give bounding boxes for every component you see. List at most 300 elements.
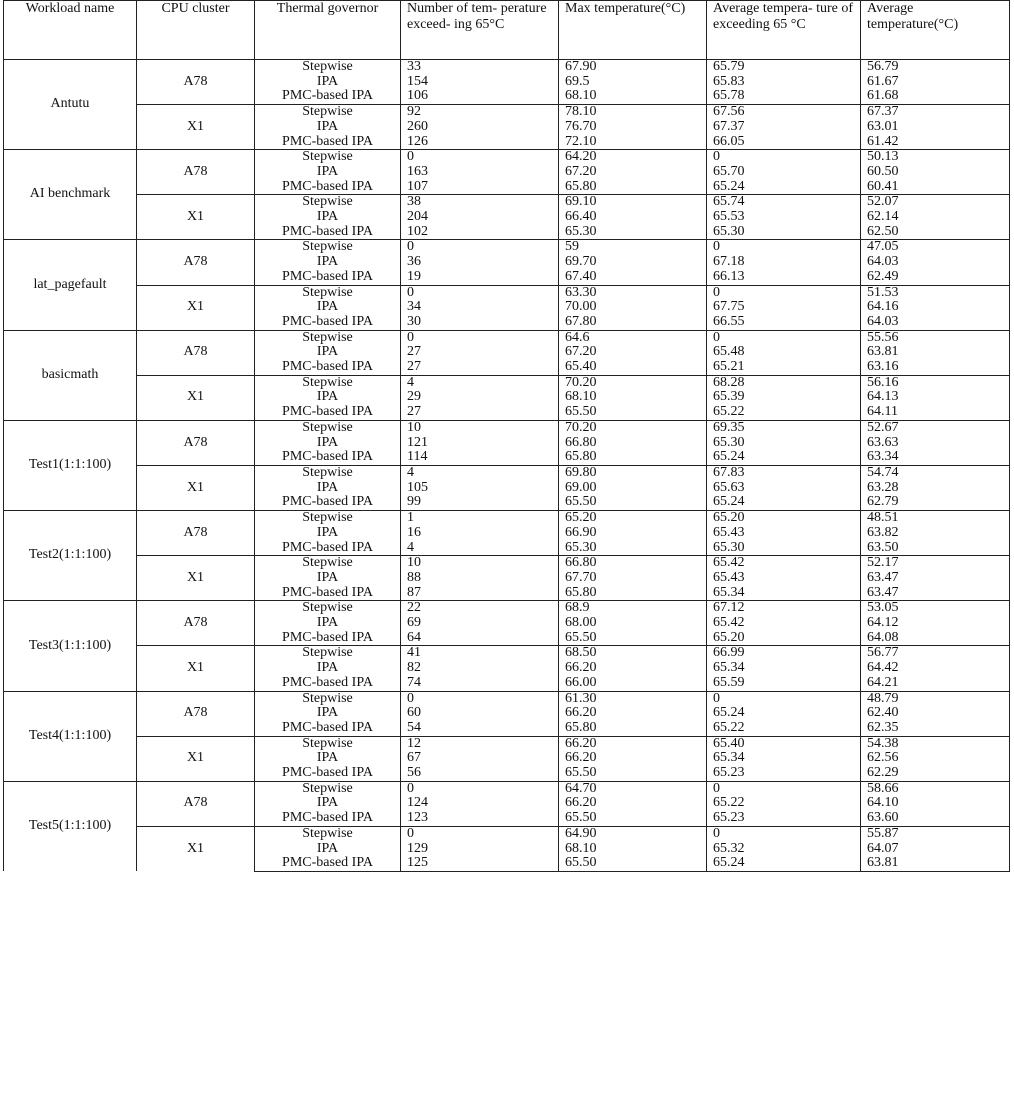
governor-cell: Stepwise: [255, 691, 401, 706]
governor-cell: Stepwise: [255, 556, 401, 571]
avg-temp-cell: 63.34: [861, 450, 1010, 465]
max-temp-cell: 66.20: [559, 796, 707, 811]
table-row: [4, 465, 1010, 480]
max-temp-cell: 63.30: [559, 285, 707, 300]
avg-temp-cell: 62.50: [861, 225, 1010, 240]
avg-exceeding-cell: 65.42: [707, 616, 861, 631]
table-row: [4, 691, 1010, 706]
num-exceeding-cell: 154: [401, 75, 559, 90]
governor-cell: IPA: [255, 210, 401, 225]
num-exceeding-cell: 0: [401, 781, 559, 796]
avg-exceeding-cell: 65.70: [707, 165, 861, 180]
max-temp-cell: 68.10: [559, 89, 707, 104]
governor-cell: IPA: [255, 120, 401, 135]
max-temp-cell: 66.20: [559, 736, 707, 751]
governor-cell: IPA: [255, 345, 401, 360]
governor-cell: PMC-based IPA: [255, 856, 401, 871]
governor-cell: IPA: [255, 706, 401, 721]
avg-temp-cell: 55.56: [861, 330, 1010, 345]
avg-temp-cell: 54.74: [861, 465, 1010, 480]
governor-cell: IPA: [255, 616, 401, 631]
avg-temp-cell: 52.67: [861, 420, 1010, 435]
max-temp-cell: 65.50: [559, 631, 707, 646]
table-row: [4, 826, 1010, 841]
cpu-cluster-cell: X1: [137, 736, 255, 781]
avg-temp-cell: 62.56: [861, 751, 1010, 766]
avg-temp-cell: 48.79: [861, 691, 1010, 706]
max-temp-cell: 69.10: [559, 195, 707, 210]
num-exceeding-cell: 260: [401, 120, 559, 135]
avg-exceeding-cell: 65.48: [707, 345, 861, 360]
header-num-exceeding: Number of tem- perature exceed- ing 65°C: [401, 1, 559, 60]
avg-temp-cell: 64.03: [861, 255, 1010, 270]
workload-name-cell: Test4(1:1:100): [4, 691, 137, 781]
governor-cell: IPA: [255, 661, 401, 676]
max-temp-cell: 66.80: [559, 556, 707, 571]
avg-temp-cell: 62.29: [861, 766, 1010, 781]
avg-temp-cell: 58.66: [861, 781, 1010, 796]
num-exceeding-cell: 204: [401, 210, 559, 225]
avg-temp-cell: 47.05: [861, 240, 1010, 255]
max-temp-cell: 59: [559, 240, 707, 255]
avg-exceeding-cell: 0: [707, 240, 861, 255]
governor-cell: IPA: [255, 390, 401, 405]
avg-exceeding-cell: 0: [707, 150, 861, 165]
table-row: [4, 240, 1010, 255]
num-exceeding-cell: 74: [401, 676, 559, 691]
max-temp-cell: 66.80: [559, 436, 707, 451]
governor-cell: IPA: [255, 300, 401, 315]
avg-temp-cell: 64.08: [861, 631, 1010, 646]
max-temp-cell: 67.20: [559, 165, 707, 180]
num-exceeding-cell: 60: [401, 706, 559, 721]
avg-temp-cell: 63.82: [861, 526, 1010, 541]
max-temp-cell: 64.70: [559, 781, 707, 796]
num-exceeding-cell: 82: [401, 661, 559, 676]
governor-cell: PMC-based IPA: [255, 676, 401, 691]
avg-exceeding-cell: 65.20: [707, 511, 861, 526]
avg-temp-cell: 61.68: [861, 89, 1010, 104]
max-temp-cell: 65.30: [559, 225, 707, 240]
max-temp-cell: 69.80: [559, 465, 707, 480]
max-temp-cell: 66.20: [559, 661, 707, 676]
cpu-cluster-cell: A78: [137, 150, 255, 195]
num-exceeding-cell: 1: [401, 511, 559, 526]
governor-cell: Stepwise: [255, 375, 401, 390]
num-exceeding-cell: 125: [401, 856, 559, 871]
avg-exceeding-cell: 0: [707, 285, 861, 300]
avg-temp-cell: 63.47: [861, 571, 1010, 586]
num-exceeding-cell: 27: [401, 360, 559, 375]
num-exceeding-cell: 19: [401, 270, 559, 285]
governor-cell: Stepwise: [255, 150, 401, 165]
num-exceeding-cell: 29: [401, 390, 559, 405]
table-row: [4, 150, 1010, 165]
num-exceeding-cell: 88: [401, 571, 559, 586]
table-row: [4, 646, 1010, 661]
header-max-temp: Max temperature(°C): [559, 1, 707, 60]
cpu-cluster-cell: X1: [137, 556, 255, 601]
max-temp-cell: 76.70: [559, 120, 707, 135]
avg-exceeding-cell: 66.99: [707, 646, 861, 661]
avg-exceeding-cell: 67.37: [707, 120, 861, 135]
max-temp-cell: 72.10: [559, 135, 707, 150]
governor-cell: IPA: [255, 436, 401, 451]
cpu-cluster-cell: X1: [137, 826, 255, 871]
num-exceeding-cell: 124: [401, 796, 559, 811]
workload-name-cell: Test1(1:1:100): [4, 420, 137, 510]
table-row: [4, 781, 1010, 796]
table-row: [4, 105, 1010, 120]
num-exceeding-cell: 41: [401, 646, 559, 661]
results-table: [3, 0, 1010, 872]
avg-temp-cell: 60.50: [861, 165, 1010, 180]
max-temp-cell: 69.5: [559, 75, 707, 90]
governor-cell: PMC-based IPA: [255, 450, 401, 465]
governor-cell: Stepwise: [255, 105, 401, 120]
max-temp-cell: 61.30: [559, 691, 707, 706]
num-exceeding-cell: 106: [401, 89, 559, 104]
avg-temp-cell: 64.13: [861, 390, 1010, 405]
max-temp-cell: 67.80: [559, 315, 707, 330]
max-temp-cell: 65.40: [559, 360, 707, 375]
cpu-cluster-cell: X1: [137, 646, 255, 691]
num-exceeding-cell: 126: [401, 135, 559, 150]
num-exceeding-cell: 16: [401, 526, 559, 541]
governor-cell: Stepwise: [255, 240, 401, 255]
avg-exceeding-cell: 67.83: [707, 465, 861, 480]
governor-cell: PMC-based IPA: [255, 405, 401, 420]
avg-exceeding-cell: 67.12: [707, 601, 861, 616]
table-row: [4, 60, 1010, 75]
avg-temp-cell: 63.47: [861, 586, 1010, 601]
max-temp-cell: 70.20: [559, 375, 707, 390]
cpu-cluster-cell: A78: [137, 781, 255, 826]
avg-exceeding-cell: 65.30: [707, 225, 861, 240]
avg-exceeding-cell: 65.43: [707, 526, 861, 541]
max-temp-cell: 67.90: [559, 60, 707, 75]
avg-exceeding-cell: 67.18: [707, 255, 861, 270]
avg-exceeding-cell: 65.34: [707, 661, 861, 676]
num-exceeding-cell: 105: [401, 481, 559, 496]
num-exceeding-cell: 38: [401, 195, 559, 210]
cpu-cluster-cell: X1: [137, 465, 255, 510]
avg-temp-cell: 62.79: [861, 495, 1010, 510]
avg-exceeding-cell: 0: [707, 330, 861, 345]
governor-cell: PMC-based IPA: [255, 495, 401, 510]
max-temp-cell: 67.70: [559, 571, 707, 586]
num-exceeding-cell: 99: [401, 495, 559, 510]
num-exceeding-cell: 0: [401, 150, 559, 165]
avg-temp-cell: 63.01: [861, 120, 1010, 135]
governor-cell: Stepwise: [255, 511, 401, 526]
avg-temp-cell: 63.63: [861, 436, 1010, 451]
cpu-cluster-cell: X1: [137, 105, 255, 150]
header-thermal-governor: Thermal governor: [255, 1, 401, 60]
avg-temp-cell: 48.51: [861, 511, 1010, 526]
avg-exceeding-cell: 65.40: [707, 736, 861, 751]
governor-cell: PMC-based IPA: [255, 360, 401, 375]
governor-cell: Stepwise: [255, 465, 401, 480]
avg-exceeding-cell: 65.20: [707, 631, 861, 646]
table-row: [4, 736, 1010, 751]
cpu-cluster-cell: X1: [137, 375, 255, 420]
cpu-cluster-cell: A78: [137, 330, 255, 375]
avg-temp-cell: 52.17: [861, 556, 1010, 571]
num-exceeding-cell: 34: [401, 300, 559, 315]
max-temp-cell: 65.30: [559, 541, 707, 556]
max-temp-cell: 65.80: [559, 721, 707, 736]
governor-cell: PMC-based IPA: [255, 811, 401, 826]
max-temp-cell: 68.10: [559, 842, 707, 857]
num-exceeding-cell: 114: [401, 450, 559, 465]
governor-cell: PMC-based IPA: [255, 135, 401, 150]
cpu-cluster-cell: X1: [137, 195, 255, 240]
governor-cell: PMC-based IPA: [255, 586, 401, 601]
avg-exceeding-cell: 65.34: [707, 586, 861, 601]
num-exceeding-cell: 4: [401, 465, 559, 480]
num-exceeding-cell: 22: [401, 601, 559, 616]
max-temp-cell: 65.50: [559, 405, 707, 420]
num-exceeding-cell: 107: [401, 180, 559, 195]
avg-temp-cell: 64.10: [861, 796, 1010, 811]
cpu-cluster-cell: A78: [137, 60, 255, 105]
max-temp-cell: 78.10: [559, 105, 707, 120]
num-exceeding-cell: 69: [401, 616, 559, 631]
num-exceeding-cell: 0: [401, 691, 559, 706]
governor-cell: IPA: [255, 526, 401, 541]
governor-cell: PMC-based IPA: [255, 270, 401, 285]
max-temp-cell: 65.50: [559, 495, 707, 510]
max-temp-cell: 65.50: [559, 811, 707, 826]
avg-exceeding-cell: 65.63: [707, 481, 861, 496]
max-temp-cell: 65.50: [559, 766, 707, 781]
avg-exceeding-cell: 65.22: [707, 721, 861, 736]
max-temp-cell: 66.20: [559, 751, 707, 766]
cpu-cluster-cell: A78: [137, 691, 255, 736]
max-temp-cell: 66.90: [559, 526, 707, 541]
table-row: [4, 195, 1010, 210]
max-temp-cell: 69.70: [559, 255, 707, 270]
num-exceeding-cell: 0: [401, 826, 559, 841]
header-avg-exceeding: Average tempera- ture of exceeding 65 °C: [707, 1, 861, 60]
avg-exceeding-cell: 65.53: [707, 210, 861, 225]
avg-temp-cell: 62.14: [861, 210, 1010, 225]
max-temp-cell: 68.50: [559, 646, 707, 661]
avg-exceeding-cell: 65.42: [707, 556, 861, 571]
avg-exceeding-cell: 65.24: [707, 706, 861, 721]
header-cpu-cluster: CPU cluster: [137, 1, 255, 60]
governor-cell: Stepwise: [255, 420, 401, 435]
avg-temp-cell: 62.49: [861, 270, 1010, 285]
avg-temp-cell: 62.35: [861, 721, 1010, 736]
avg-exceeding-cell: 65.24: [707, 180, 861, 195]
max-temp-cell: 64.90: [559, 826, 707, 841]
max-temp-cell: 70.20: [559, 420, 707, 435]
num-exceeding-cell: 10: [401, 556, 559, 571]
avg-temp-cell: 63.81: [861, 345, 1010, 360]
avg-exceeding-cell: 65.21: [707, 360, 861, 375]
avg-temp-cell: 63.81: [861, 856, 1010, 871]
governor-cell: Stepwise: [255, 736, 401, 751]
max-temp-cell: 65.80: [559, 180, 707, 195]
max-temp-cell: 67.40: [559, 270, 707, 285]
avg-temp-cell: 61.67: [861, 75, 1010, 90]
governor-cell: Stepwise: [255, 330, 401, 345]
header-avg-temp: Average temperature(°C): [861, 1, 1010, 60]
governor-cell: PMC-based IPA: [255, 766, 401, 781]
avg-temp-cell: 52.07: [861, 195, 1010, 210]
max-temp-cell: 65.50: [559, 856, 707, 871]
num-exceeding-cell: 102: [401, 225, 559, 240]
num-exceeding-cell: 10: [401, 420, 559, 435]
avg-exceeding-cell: 67.56: [707, 105, 861, 120]
avg-exceeding-cell: 65.32: [707, 842, 861, 857]
avg-exceeding-cell: 65.59: [707, 676, 861, 691]
num-exceeding-cell: 27: [401, 405, 559, 420]
avg-exceeding-cell: 66.05: [707, 135, 861, 150]
num-exceeding-cell: 67: [401, 751, 559, 766]
num-exceeding-cell: 0: [401, 240, 559, 255]
num-exceeding-cell: 121: [401, 436, 559, 451]
num-exceeding-cell: 12: [401, 736, 559, 751]
cpu-cluster-cell: A78: [137, 240, 255, 285]
avg-exceeding-cell: 65.30: [707, 436, 861, 451]
num-exceeding-cell: 30: [401, 315, 559, 330]
governor-cell: Stepwise: [255, 60, 401, 75]
avg-temp-cell: 63.50: [861, 541, 1010, 556]
avg-exceeding-cell: 69.35: [707, 420, 861, 435]
avg-exceeding-cell: 65.24: [707, 856, 861, 871]
avg-exceeding-cell: 65.24: [707, 450, 861, 465]
avg-temp-cell: 64.12: [861, 616, 1010, 631]
num-exceeding-cell: 92: [401, 105, 559, 120]
avg-exceeding-cell: 65.83: [707, 75, 861, 90]
governor-cell: IPA: [255, 165, 401, 180]
table-row: [4, 420, 1010, 435]
governor-cell: IPA: [255, 751, 401, 766]
max-temp-cell: 64.20: [559, 150, 707, 165]
max-temp-cell: 69.00: [559, 481, 707, 496]
table-row: [4, 556, 1010, 571]
avg-exceeding-cell: 65.22: [707, 405, 861, 420]
workload-name-cell: basicmath: [4, 330, 137, 420]
max-temp-cell: 66.40: [559, 210, 707, 225]
num-exceeding-cell: 0: [401, 285, 559, 300]
table-body: [4, 60, 1010, 872]
num-exceeding-cell: 87: [401, 586, 559, 601]
max-temp-cell: 66.20: [559, 706, 707, 721]
max-temp-cell: 68.00: [559, 616, 707, 631]
max-temp-cell: 65.80: [559, 450, 707, 465]
header-row: [4, 1, 1010, 60]
governor-cell: Stepwise: [255, 285, 401, 300]
avg-temp-cell: 63.60: [861, 811, 1010, 826]
avg-temp-cell: 53.05: [861, 601, 1010, 616]
workload-name-cell: lat_pagefault: [4, 240, 137, 330]
governor-cell: PMC-based IPA: [255, 721, 401, 736]
num-exceeding-cell: 129: [401, 842, 559, 857]
max-temp-cell: 65.20: [559, 511, 707, 526]
governor-cell: IPA: [255, 796, 401, 811]
avg-exceeding-cell: 65.24: [707, 495, 861, 510]
num-exceeding-cell: 123: [401, 811, 559, 826]
max-temp-cell: 66.00: [559, 676, 707, 691]
avg-exceeding-cell: 65.22: [707, 796, 861, 811]
workload-name-cell: Antutu: [4, 60, 137, 150]
workload-name-cell: AI benchmark: [4, 150, 137, 240]
avg-temp-cell: 64.07: [861, 842, 1010, 857]
table-row: [4, 601, 1010, 616]
avg-temp-cell: 64.21: [861, 676, 1010, 691]
header-workload-name: Workload name: [4, 1, 137, 60]
avg-exceeding-cell: 65.30: [707, 541, 861, 556]
table-row: [4, 375, 1010, 390]
governor-cell: Stepwise: [255, 601, 401, 616]
governor-cell: IPA: [255, 571, 401, 586]
cpu-cluster-cell: A78: [137, 601, 255, 646]
avg-exceeding-cell: 65.79: [707, 60, 861, 75]
avg-exceeding-cell: 66.13: [707, 270, 861, 285]
num-exceeding-cell: 64: [401, 631, 559, 646]
governor-cell: PMC-based IPA: [255, 180, 401, 195]
num-exceeding-cell: 56: [401, 766, 559, 781]
max-temp-cell: 64.6: [559, 330, 707, 345]
num-exceeding-cell: 0: [401, 330, 559, 345]
avg-exceeding-cell: 65.23: [707, 811, 861, 826]
max-temp-cell: 67.20: [559, 345, 707, 360]
governor-cell: IPA: [255, 255, 401, 270]
workload-name-cell: Test3(1:1:100): [4, 601, 137, 691]
avg-temp-cell: 56.16: [861, 375, 1010, 390]
governor-cell: Stepwise: [255, 781, 401, 796]
avg-temp-cell: 67.37: [861, 105, 1010, 120]
avg-temp-cell: 50.13: [861, 150, 1010, 165]
num-exceeding-cell: 163: [401, 165, 559, 180]
table-row: [4, 330, 1010, 345]
avg-exceeding-cell: 66.55: [707, 315, 861, 330]
cpu-cluster-cell: X1: [137, 285, 255, 330]
avg-temp-cell: 64.11: [861, 405, 1010, 420]
avg-exceeding-cell: 0: [707, 691, 861, 706]
avg-temp-cell: 64.03: [861, 315, 1010, 330]
avg-temp-cell: 56.79: [861, 60, 1010, 75]
avg-temp-cell: 51.53: [861, 285, 1010, 300]
avg-temp-cell: 63.16: [861, 360, 1010, 375]
governor-cell: PMC-based IPA: [255, 631, 401, 646]
max-temp-cell: 68.10: [559, 390, 707, 405]
max-temp-cell: 70.00: [559, 300, 707, 315]
avg-temp-cell: 61.42: [861, 135, 1010, 150]
governor-cell: IPA: [255, 75, 401, 90]
avg-temp-cell: 63.28: [861, 481, 1010, 496]
avg-exceeding-cell: 0: [707, 781, 861, 796]
table-row: [4, 285, 1010, 300]
avg-temp-cell: 60.41: [861, 180, 1010, 195]
max-temp-cell: 65.80: [559, 586, 707, 601]
governor-cell: PMC-based IPA: [255, 225, 401, 240]
avg-exceeding-cell: 0: [707, 826, 861, 841]
governor-cell: Stepwise: [255, 826, 401, 841]
workload-name-cell: Test5(1:1:100): [4, 781, 137, 871]
avg-temp-cell: 54.38: [861, 736, 1010, 751]
table-row: [4, 511, 1010, 526]
avg-exceeding-cell: 65.43: [707, 571, 861, 586]
cpu-cluster-cell: A78: [137, 420, 255, 465]
cpu-cluster-cell: A78: [137, 511, 255, 556]
governor-cell: Stepwise: [255, 195, 401, 210]
governor-cell: PMC-based IPA: [255, 89, 401, 104]
